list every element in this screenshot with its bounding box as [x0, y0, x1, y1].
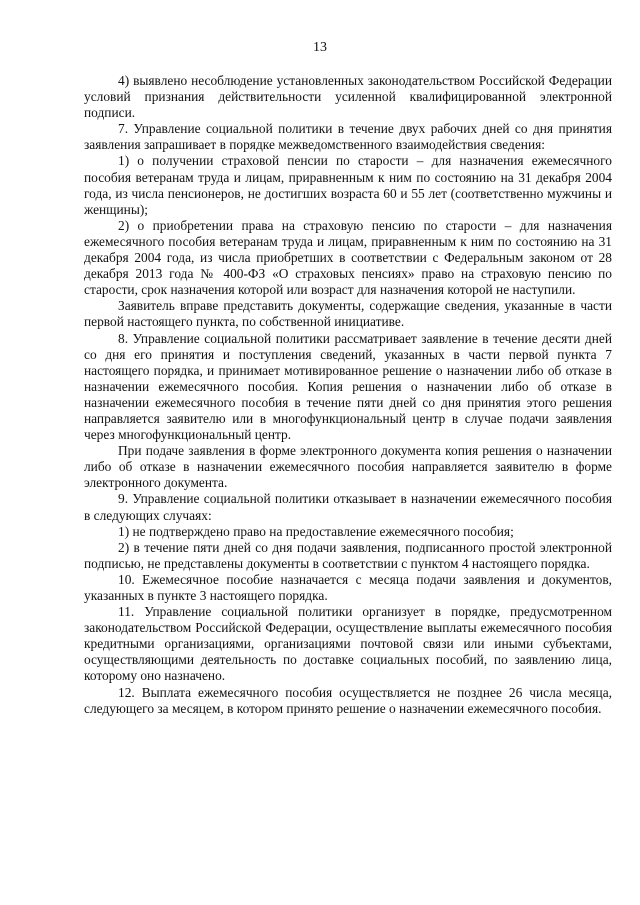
paragraph-section-10: 10. Ежемесячное пособие назначается с месяца подачи заявления и документов, указанных в пункте 3 настоящего порядка. [84, 571, 612, 603]
paragraph-applicant-right: Заявитель вправе представить документы, содержащие сведения, указанные в части первой настоящего пункта, по собственной инициативе. [84, 298, 612, 330]
page-number: 13 [313, 40, 327, 55]
paragraph-section-11: 11. Управление социальной политики организует в порядке, предусмотренном законодательством Российской Федерации, осуществление выплаты ежемесячного пособия кредитными организациями, организациями почтовой связи или иными субъектами, осуществляющими деятельность по доставке социальных пособий, по заявлению лица, которому оно назначено. [84, 604, 612, 684]
paragraph-section-9-item-1: 1) не подтверждено право на предоставление ежемесячного пособия; [118, 523, 514, 539]
paragraph-electronic-decision: При подаче заявления в форме электронного документа копия решения о назначении либо об отказе в назначении ежемесячного пособия направляется заявителю в форме электронного документа. [84, 443, 612, 491]
paragraph-section-8: 8. Управление социальной политики рассматривает заявление в течение десяти дней со дня его принятия и поступления сведений, указанных в части первой пункта 7 настоящего порядка, и принимает мотивированное решение о назначении либо об отказе в назначении ежемесячного пособия. Копия решения о назначении либо об отказе в назначении ежемесячного пособия в течение пяти дней со дня принятия этого решения направляется заявителю или в многофункциональный центр в случае подачи заявления через многофункциональный центр. [84, 330, 612, 443]
paragraph-section-7-item-2: 2) о приобретении права на страховую пенсию по старости – для назначения ежемесячного пособия ветеранам труда и лицам, приравненным к ним по состоянию на 31 декабря 2004 года, из числа приобретших в соответствии с Федеральным законом от 28 декабря 2013 года № 400-ФЗ «О страховых пенсиях» право на страховую пенсию по старости, срок назначения которой или возраст для назначения которой не наступили. [84, 217, 612, 298]
paragraph-section-9-item-2: 2) в течение пяти дней со дня подачи заявления, подписанного простой электронной подписью, не представлены документы в соответствии с пунктом 4 настоящего порядка. [84, 539, 612, 571]
document-body [84, 73, 612, 717]
paragraph-section-7: 7. Управление социальной политики в течение двух рабочих дней со дня принятия заявления запрашивает в порядке межведомственного взаимодействия сведения: [84, 121, 612, 153]
paragraph-section-9: 9. Управление социальной политики отказывает в назначении ежемесячного пособия в следующих случаях: [84, 491, 612, 523]
paragraph-section-7-item-1: 1) о получении страховой пенсии по старости – для назначения ежемесячного пособия ветеранам труда и лицам, приравненным к ним по состоянию на 31 декабря 2004 года, из числа пенсионеров, не достигших возраста 60 и 55 лет (соответственно мужчины и женщины); [84, 153, 612, 217]
paragraph-item-4: 4) выявлено несоблюдение установленных законодательством Российской Федерации условий признания действительности усиленной квалифицированной электронной подписи. [84, 73, 612, 121]
paragraph-section-12: 12. Выплата ежемесячного пособия осуществляется не позднее 26 числа месяца, следующего за месяцем, в котором принято решение о назначении ежемесячного пособия. [84, 684, 612, 716]
